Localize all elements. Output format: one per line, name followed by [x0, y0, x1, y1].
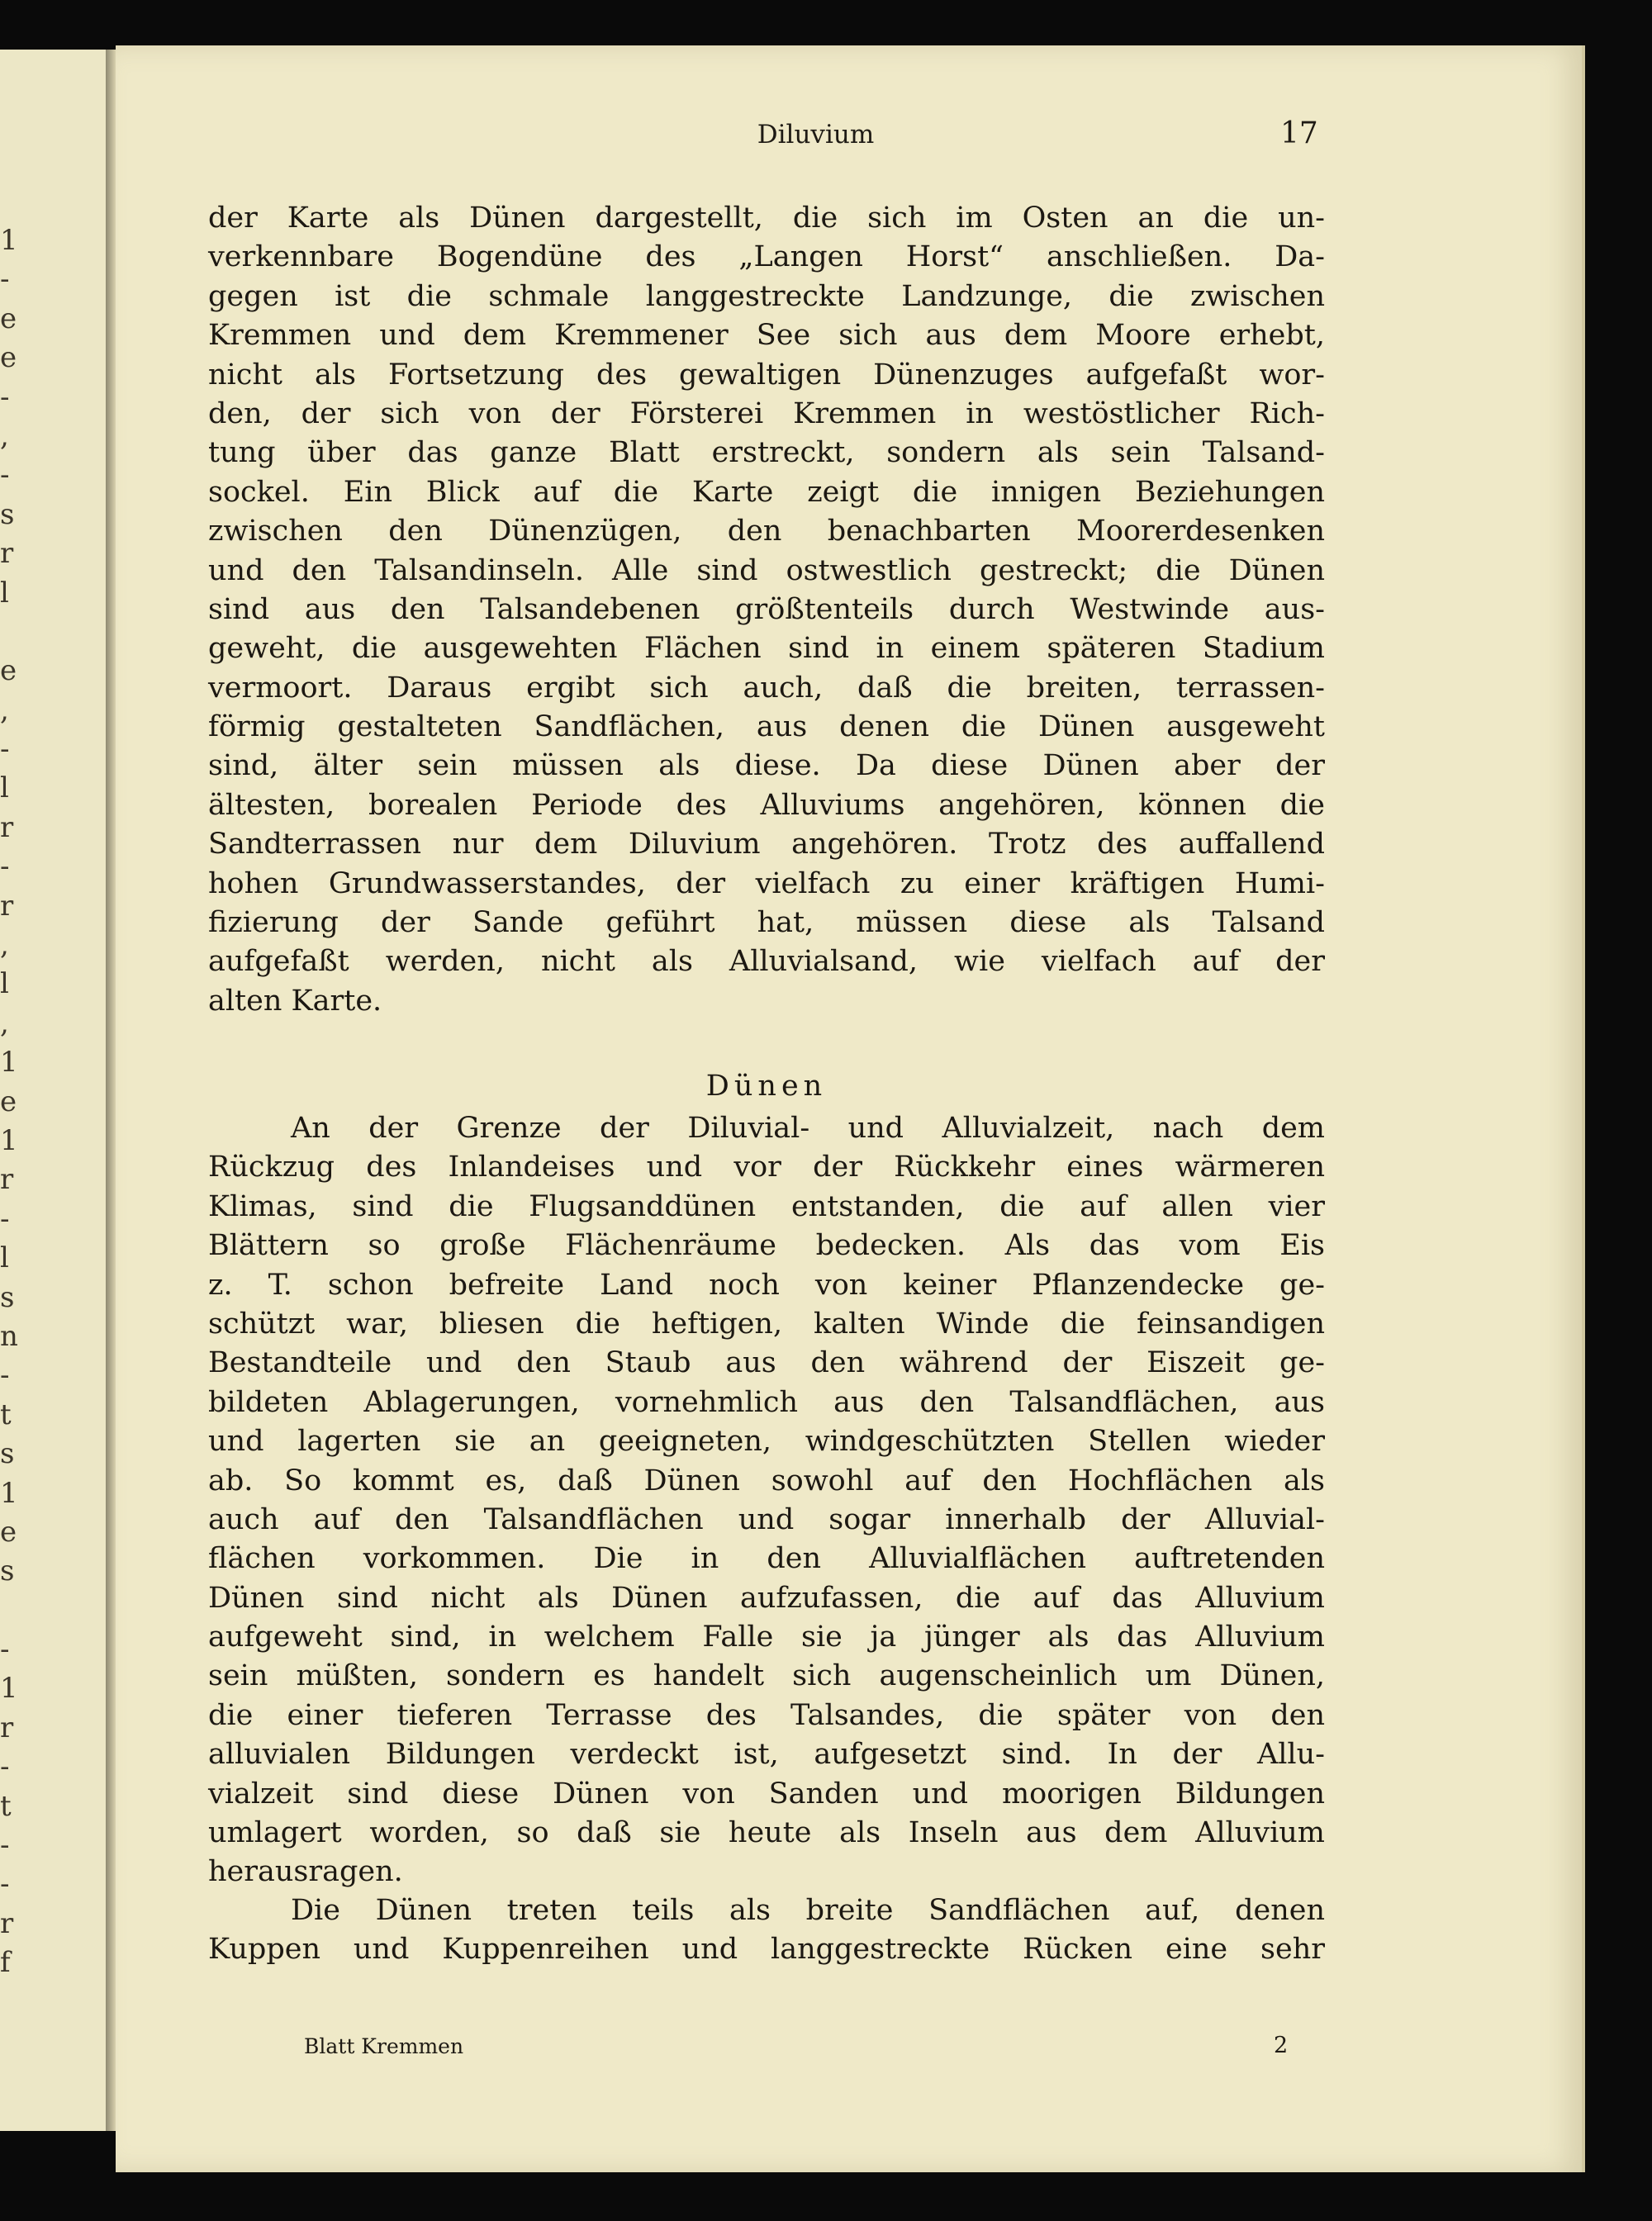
text-line: alluvialen Bildungen verdeckt ist, aufgesetzt sind. In der Allu-: [208, 1738, 1325, 1772]
previous-page-char: r: [0, 537, 14, 571]
previous-page-strip: [0, 50, 108, 2131]
text-line: Blättern so große Flächenräume bedecken. Als das vom Eis: [208, 1229, 1325, 1263]
text-line: Kremmen und dem Kremmener See sich aus dem Moore erhebt,: [208, 319, 1325, 353]
previous-page-char: 1: [0, 1476, 18, 1510]
text-line: sind, älter sein müssen als diese. Da diese Dünen aber der: [208, 749, 1325, 783]
paragraph-continued: [208, 199, 1325, 1021]
text-line: verkennbare Bogendüne des „Langen Horst“ anschließen. Da-: [208, 240, 1325, 274]
section-heading-block: [208, 1067, 1325, 1106]
page-number: 17: [1280, 116, 1318, 150]
text-line: geweht, die ausgewehten Flächen sind in einem späteren Stadium: [208, 632, 1325, 666]
previous-page-char: [0, 1592, 20, 1630]
text-line: Dünen sind nicht als Dünen aufzufassen, die auf das Alluvium: [208, 1581, 1325, 1615]
previous-page-char: r: [0, 1163, 14, 1197]
text-line: ab. So kommt es, daß Dünen sowohl auf den Hochflächen als: [208, 1464, 1325, 1497]
text-line: Die Dünen treten teils als breite Sandflächen auf, denen: [291, 1894, 1325, 1927]
text-line: der Karte als Dünen dargestellt, die sich im Osten an die un-: [208, 202, 1325, 235]
text-line: alten Karte.: [208, 984, 382, 1018]
previous-page-char: s: [0, 1437, 15, 1471]
text-line: umlagert worden, so daß sie heute als Inseln aus dem Alluvium: [208, 1816, 1325, 1850]
signature-number: 2: [1274, 2033, 1289, 2058]
text-line: ältesten, borealen Periode des Alluviums angehören, können die: [208, 788, 1325, 822]
previous-page-char: l: [0, 576, 9, 610]
sheet-signature: Blatt Kremmen: [304, 2034, 464, 2058]
previous-page-char: e: [0, 1515, 17, 1549]
previous-page-char: s: [0, 1554, 15, 1588]
previous-page-char: 1: [0, 1046, 18, 1080]
text-line: Rückzug des Inlandeises und vor der Rückkehr eines wärmeren: [208, 1151, 1325, 1184]
paragraph-dunes-forms: [208, 1891, 1325, 1970]
previous-page-char: r: [0, 889, 14, 923]
previous-page-char: s: [0, 497, 15, 531]
text-line: z. T. schon befreite Land noch von keiner Pflanzendecke ge-: [208, 1268, 1325, 1302]
previous-page-char: -: [0, 263, 10, 297]
running-head-title: Diluvium: [757, 120, 875, 149]
previous-page-char: -: [0, 458, 10, 492]
text-line: hohen Grundwasserstandes, der vielfach zu einer kräftigen Humi-: [208, 866, 1325, 900]
previous-page-char: -: [0, 1359, 10, 1393]
text-line: und den Talsandinseln. Alle sind ostwestlich gestreckt; die Dünen: [208, 553, 1325, 587]
text-line: den, der sich von der Försterei Kremmen in westöstlicher Rich-: [208, 396, 1325, 430]
previous-page-char: n: [0, 1319, 18, 1353]
previous-page-char: ,: [0, 693, 9, 727]
text-line: Klimas, sind die Flugsanddünen entstanden, die auf allen vier: [208, 1189, 1325, 1223]
previous-page-char: -: [0, 1202, 10, 1236]
previous-page-char: t: [0, 1398, 12, 1431]
text-line: sockel. Ein Blick auf die Karte zeigt die innigen Beziehungen: [208, 475, 1325, 509]
text-line: vialzeit sind diese Dünen von Sanden und moorigen Bildungen: [208, 1777, 1325, 1810]
previous-page-char: r: [0, 1906, 14, 1940]
text-line: sind aus den Talsandebenen größtenteils durch Westwinde aus-: [208, 592, 1325, 626]
previous-page-char: ,: [0, 1006, 9, 1040]
previous-page-char: r: [0, 810, 14, 844]
previous-page-char: -: [0, 1750, 10, 1784]
section-heading: Dünen: [705, 1070, 828, 1103]
previous-page-char: e: [0, 1084, 17, 1118]
running-head: [116, 116, 1582, 169]
text-line: schützt war, bliesen die heftigen, kalten Winde die feinsandigen: [208, 1307, 1325, 1341]
previous-page-char: -: [0, 1829, 10, 1863]
previous-page-char: -: [0, 850, 10, 884]
previous-page-char: 1: [0, 1123, 18, 1157]
text-line: nicht als Fortsetzung des gewaltigen Dünenzuges aufgefaßt wor-: [208, 358, 1325, 392]
text-line: Bestandteile und den Staub aus den während der Eiszeit ge-: [208, 1346, 1325, 1380]
text-line: herausragen.: [208, 1855, 403, 1889]
text-line: Kuppen und Kuppenreihen und langgestreckte Rücken eine sehr: [208, 1933, 1325, 1967]
text-line: An der Grenze der Diluvial- und Alluvialzeit, nach dem: [291, 1112, 1325, 1145]
previous-page-char: -: [0, 733, 10, 766]
previous-page-char: -: [0, 1633, 10, 1667]
page-footer: [116, 2034, 1582, 2076]
text-line: die einer tieferen Terrasse des Talsandes, die später von den: [208, 1698, 1325, 1732]
previous-page-char: l: [0, 967, 9, 1001]
previous-page-char: 1: [0, 1672, 18, 1706]
previous-page-char: ,: [0, 928, 9, 962]
text-line: und lagerten sie an geeigneten, windgeschützten Stellen wieder: [208, 1425, 1325, 1459]
book-page: [116, 45, 1585, 2172]
text-line: flächen vorkommen. Die in den Alluvialflächen auftretenden: [208, 1542, 1325, 1576]
previous-page-char: -: [0, 380, 10, 414]
text-line: vermoort. Daraus ergibt sich auch, daß die breiten, terrassen-: [208, 671, 1325, 705]
previous-page-char: t: [0, 1789, 12, 1823]
text-line: sein müßten, sondern es handelt sich augenscheinlich um Dünen,: [208, 1659, 1325, 1693]
paragraph-dunes-origin: [208, 1109, 1325, 1892]
previous-page-line-endings: [0, 221, 20, 1983]
previous-page-char: 1: [0, 224, 18, 257]
text-line: tung über das ganze Blatt erstreckt, sondern als sein Talsand-: [208, 436, 1325, 470]
book-gutter: [106, 50, 116, 2131]
text-line: zwischen den Dünenzügen, den benachbarten Moorerdesenken: [208, 515, 1325, 548]
text-line: Sandterrassen nur dem Diluvium angehören. Trotz des auffallend: [208, 828, 1325, 861]
previous-page-char: l: [0, 1241, 9, 1275]
previous-page-char: e: [0, 654, 17, 688]
previous-page-char: e: [0, 301, 17, 335]
previous-page-char: -: [0, 1867, 10, 1901]
previous-page-char: [0, 613, 20, 652]
previous-page-char: ,: [0, 419, 9, 453]
text-line: aufgefaßt werden, nicht als Alluvialsand, wie vielfach auf der: [208, 945, 1325, 979]
previous-page-char: e: [0, 341, 17, 375]
previous-page-char: s: [0, 1280, 15, 1314]
text-line: gegen ist die schmale langgestreckte Landzunge, die zwischen: [208, 279, 1325, 313]
text-line: fizierung der Sande geführt hat, müssen diese als Talsand: [208, 906, 1325, 940]
text-line: förmig gestalteten Sandflächen, aus denen die Dünen ausgeweht: [208, 710, 1325, 744]
previous-page-char: f: [0, 1946, 11, 1980]
text-line: auch auf den Talsandflächen und sogar innerhalb der Alluvial-: [208, 1502, 1325, 1536]
text-line: aufgeweht sind, in welchem Falle sie ja jünger als das Alluvium: [208, 1621, 1325, 1654]
text-line: bildeten Ablagerungen, vornehmlich aus den Talsandflächen, aus: [208, 1385, 1325, 1419]
previous-page-char: l: [0, 771, 9, 805]
previous-page-char: r: [0, 1711, 14, 1744]
